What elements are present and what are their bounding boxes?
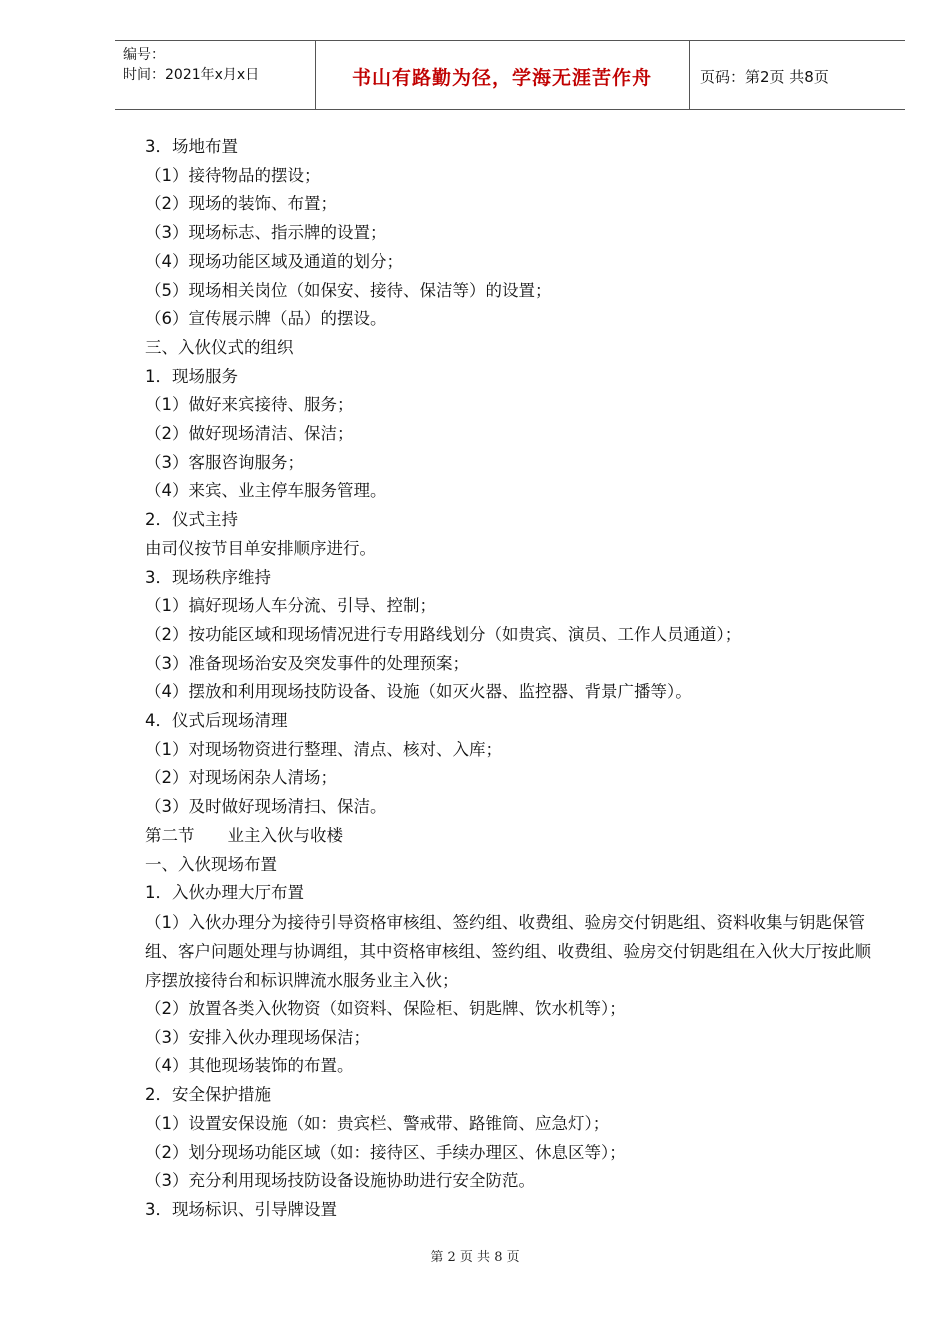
- list-item: （1）设置安保设施（如：贵宾栏、警戒带、路锥筒、应急灯）；: [145, 1113, 610, 1133]
- list-item: （2）划分现场功能区域（如：接待区、手续办理区、休息区等）；: [145, 1142, 626, 1162]
- list-item: （2）做好现场清洁、保洁；: [145, 424, 354, 444]
- list-item: （6）宣传展示牌（品）的摆设。: [145, 309, 387, 329]
- list-item: （3）及时做好现场清扫、保洁。: [145, 797, 387, 817]
- section-heading: 2．仪式主持: [145, 510, 238, 530]
- chapter-heading: 三、入伙仪式的组织: [145, 337, 294, 357]
- list-item: （5）现场相关岗位（如保安、接待、保洁等）的设置；: [145, 280, 552, 300]
- header-info-cell: [115, 41, 316, 109]
- page-footer: 第 2 页 共 8 页: [430, 1250, 520, 1265]
- document-time-label: 时间：2021年x月x日: [123, 67, 260, 83]
- section-heading: 3．现场标识、引导牌设置: [145, 1199, 337, 1219]
- section-heading: 1．入伙办理大厅布置: [145, 883, 304, 903]
- list-item: （4）来宾、业主停车服务管理。: [145, 481, 387, 501]
- list-item: （1）对现场物资进行整理、清点、核对、入库；: [145, 739, 502, 759]
- list-item-paragraph: （1）入伙办理分为接待引导资格审核组、签约组、收费组、验房交付钥匙组、资料收集与钥匙保管组、客户问题处理与协调组，其中资格审核组、签约组、收费组、验房交付钥匙组在入伙大厅按此顺序摆放接待台和标识牌流水服务业主入伙；: [145, 912, 871, 990]
- page-code: 页码：第2页 共8页: [700, 68, 829, 86]
- list-item: （1）做好来宾接待、服务；: [145, 395, 354, 415]
- section-heading: 4．仪式后现场清理: [145, 711, 288, 731]
- list-item: （3）安排入伙办理现场保洁；: [145, 1027, 370, 1047]
- list-item: （3）客服咨询服务；: [145, 452, 304, 472]
- chapter-heading: 一、入伙现场布置: [145, 854, 277, 874]
- chapter-heading: 第二节 业主入伙与收楼: [145, 825, 343, 845]
- list-item: （3）准备现场治安及突发事件的处理预案；: [145, 653, 469, 673]
- list-item: （3）充分利用现场技防设备设施协助进行安全防范。: [145, 1171, 535, 1191]
- document-body: [145, 133, 880, 1225]
- header-page-cell: [690, 41, 905, 109]
- list-item: （2）按功能区域和现场情况进行专用路线划分（如贵宾、演员、工作人员通道）；: [145, 624, 742, 644]
- list-item: （3）现场标志、指示牌的设置；: [145, 223, 387, 243]
- list-item: （1）搞好现场人车分流、引导、控制；: [145, 596, 436, 616]
- document-number-label: 编号：: [123, 47, 165, 63]
- section-heading: 3．现场秩序维持: [145, 567, 271, 587]
- section-heading: 2．安全保护措施: [145, 1085, 271, 1105]
- list-item: （4）其他现场装饰的布置。: [145, 1056, 354, 1076]
- list-item: （4）现场功能区域及通道的划分；: [145, 251, 403, 271]
- list-item: （4）摆放和利用现场技防设备、设施（如灭火器、监控器、背景广播等）。: [145, 682, 692, 702]
- paragraph: 由司仪按节目单安排顺序进行。: [145, 538, 376, 558]
- section-heading: 3．场地布置: [145, 137, 238, 156]
- header-motto-cell: [315, 41, 690, 109]
- list-item: （2）对现场闲杂人清场；: [145, 768, 337, 788]
- list-item: （1）接待物品的摆设；: [145, 165, 321, 185]
- motto-text: 书山有路勤为径，学海无涯苦作舟: [351, 67, 652, 89]
- list-item: （2）放置各类入伙物资（如资料、保险柜、钥匙牌、饮水机等）；: [145, 998, 626, 1018]
- section-heading: 1．现场服务: [145, 366, 238, 386]
- list-item: （2）现场的装饰、布置；: [145, 194, 337, 214]
- document-header: [115, 40, 905, 110]
